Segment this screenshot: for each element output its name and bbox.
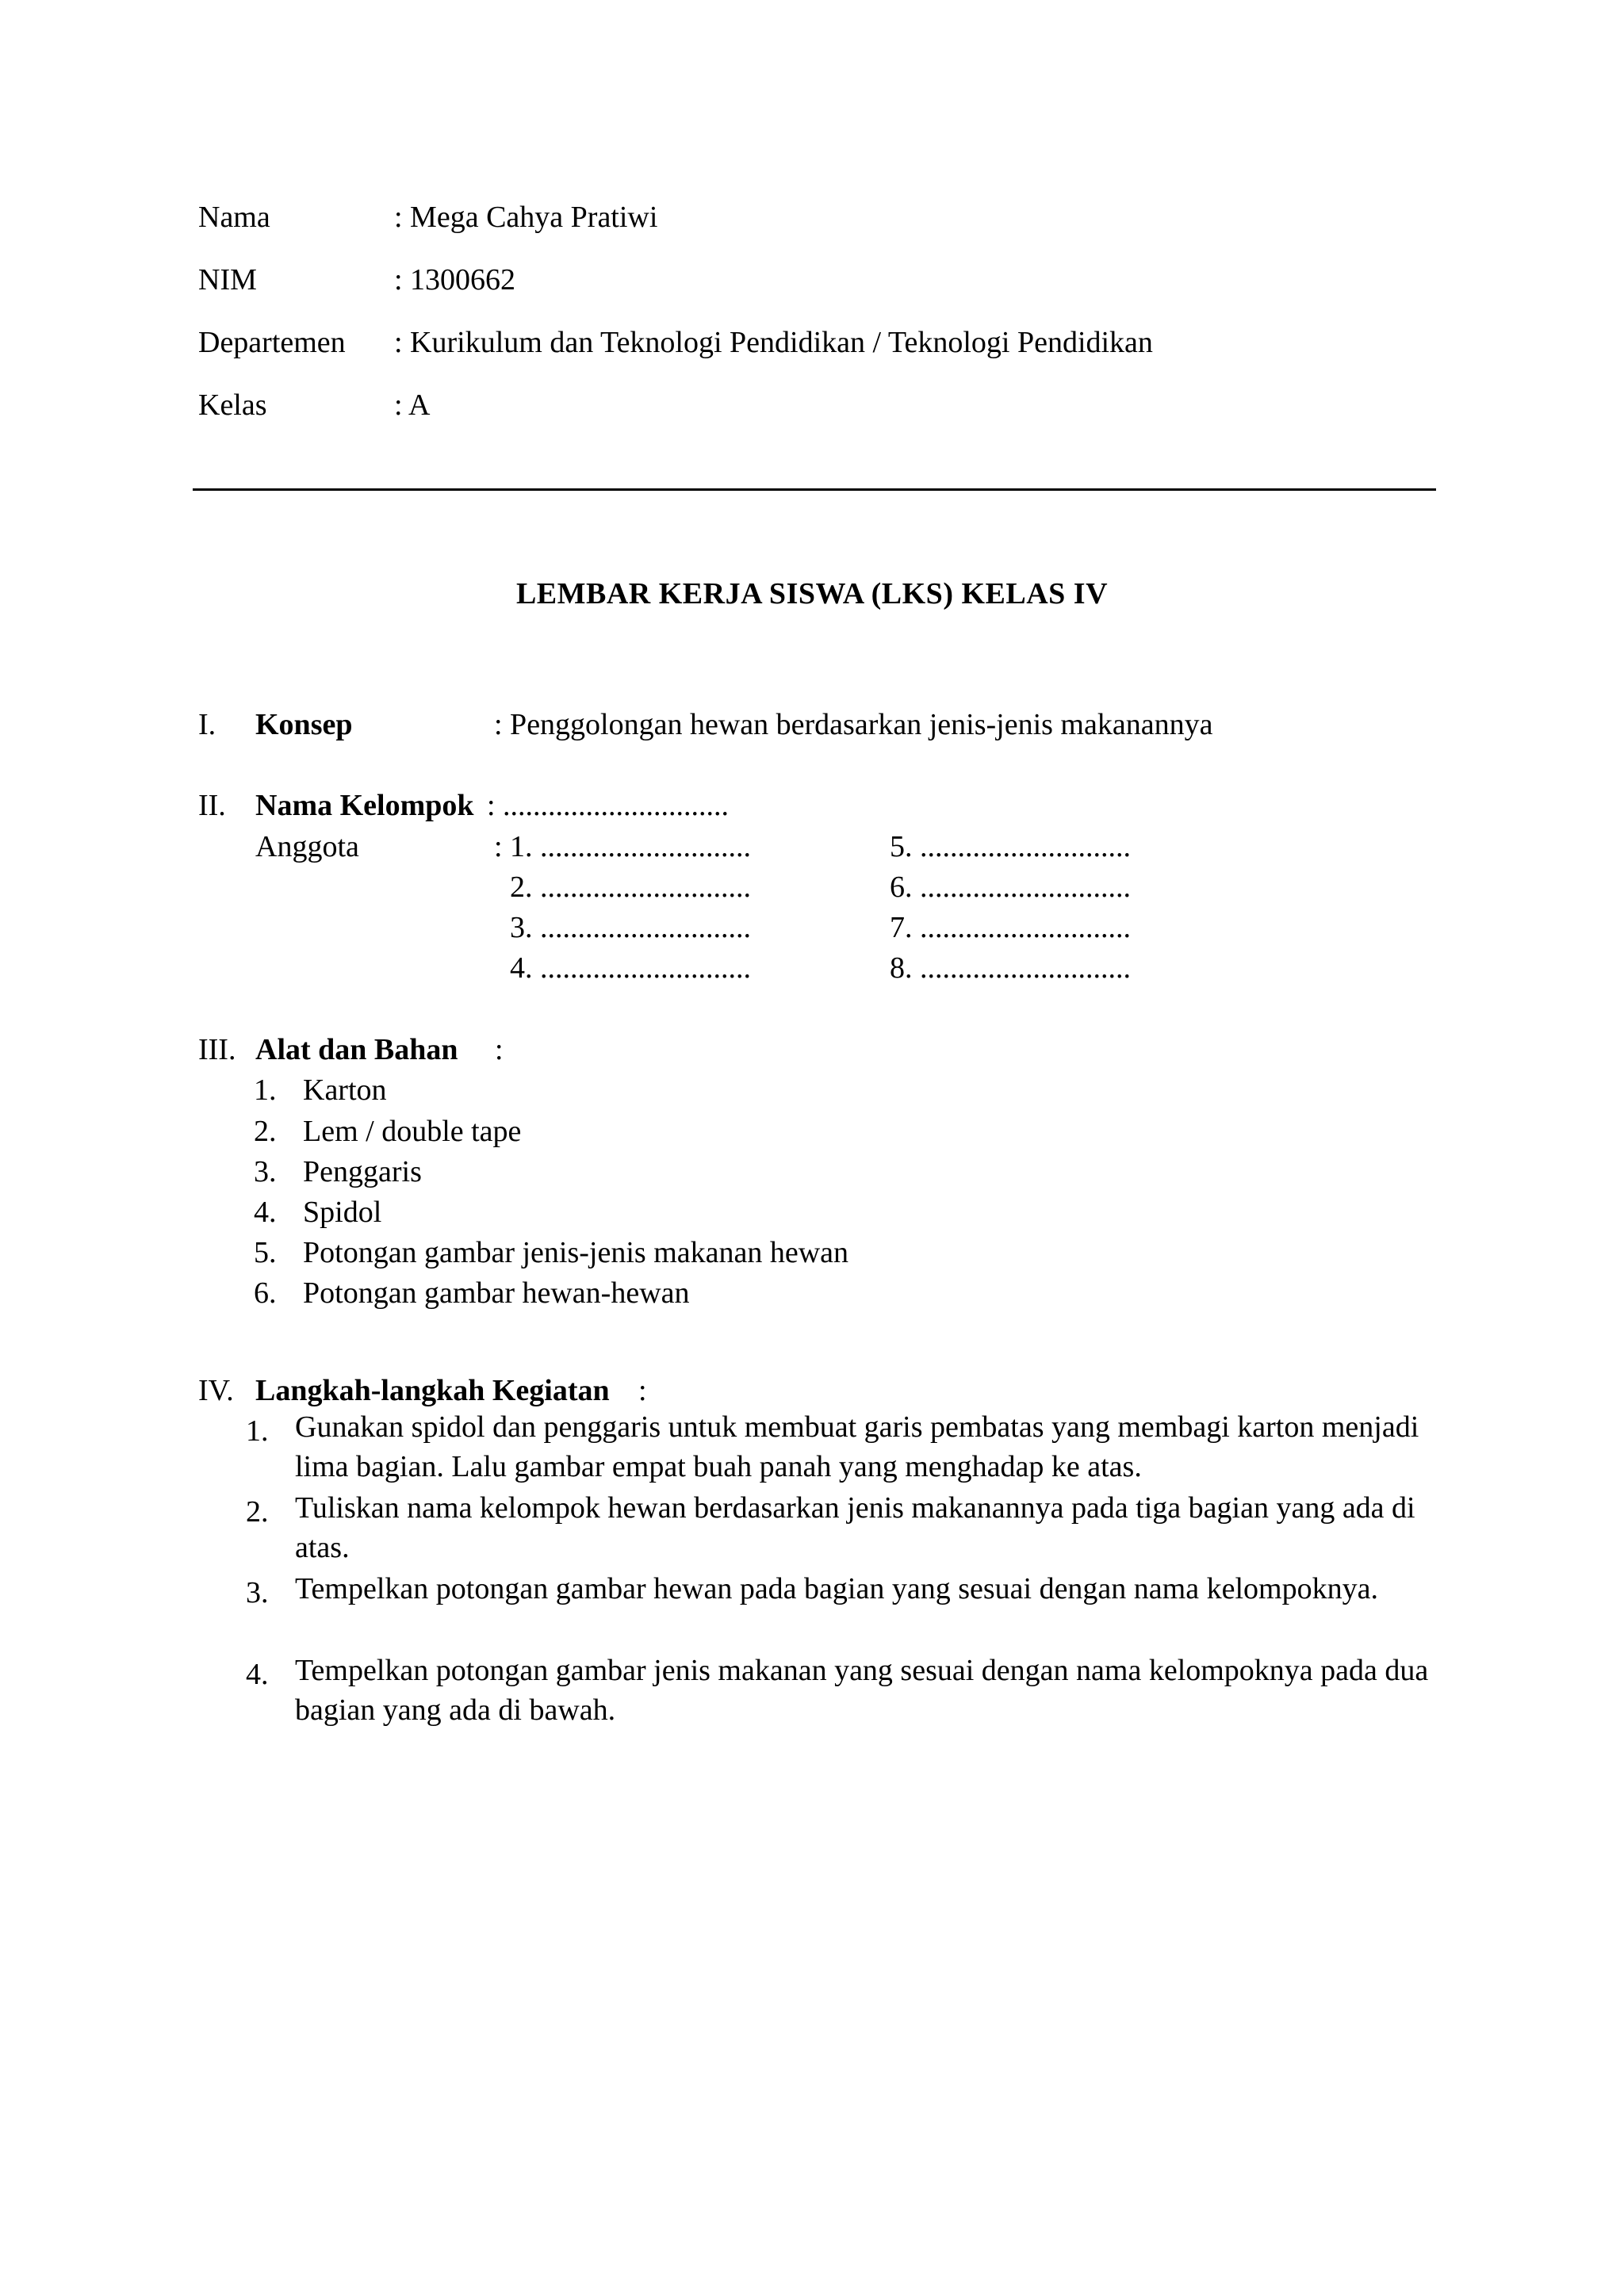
nim-label: NIM <box>198 263 257 297</box>
list-number: 2. <box>254 1115 277 1148</box>
list-number: 1. <box>254 1073 277 1107</box>
list-number: 3. <box>254 1155 277 1188</box>
member-blank: 7. ............................ <box>890 911 1131 944</box>
department-label: Departemen <box>198 326 346 359</box>
member-blank: 4. ............................ <box>510 951 751 985</box>
step-number: 3. <box>246 1576 269 1609</box>
group-name-blank: : .............................. <box>487 789 730 822</box>
class-label: Kelas <box>198 388 267 422</box>
section-colon: : <box>495 1033 504 1066</box>
section-number: III. <box>198 1033 236 1066</box>
department-value: : Kurikulum dan Teknologi Pendidikan / Teknologi Pendidikan <box>394 326 1153 359</box>
step-text: Tempelkan potongan gambar jenis makanan yang sesuai dengan nama kelompoknya pada dua bagian yang ada di bawah. <box>295 1654 1429 1727</box>
member-blank: 6. ............................ <box>890 871 1131 904</box>
class-value: : A <box>394 388 431 422</box>
name-value: : Mega Cahya Pratiwi <box>394 201 658 234</box>
step-number: 4. <box>246 1658 269 1691</box>
list-number: 5. <box>254 1236 277 1269</box>
list-item: Karton <box>303 1073 387 1107</box>
name-label: Nama <box>198 201 270 234</box>
nim-value: : 1300662 <box>394 263 516 297</box>
section-number: IV. <box>198 1374 234 1407</box>
section-label: Langkah-langkah Kegiatan <box>255 1374 610 1407</box>
member-blank: 2. ............................ <box>510 871 751 904</box>
list-number: 6. <box>254 1276 277 1310</box>
section-number: II. <box>198 789 226 822</box>
member-blank: : 1. ............................ <box>494 830 752 863</box>
members-label: Anggota <box>255 830 359 863</box>
section-colon: : <box>638 1374 647 1407</box>
member-blank: 8. ............................ <box>890 951 1131 985</box>
list-item: Potongan gambar hewan-hewan <box>303 1276 690 1310</box>
section-label: Nama Kelompok <box>255 789 474 822</box>
member-blank: 3. ............................ <box>510 911 751 944</box>
horizontal-divider <box>193 488 1436 491</box>
section-label: Konsep <box>255 708 353 741</box>
step-text: Tuliskan nama kelompok hewan berdasarkan jenis makanannya pada tiga bagian yang ada di atas. <box>295 1491 1415 1564</box>
concept-value: : Penggolongan hewan berdasarkan jenis-jenis makanannya <box>494 708 1213 741</box>
section-label: Alat dan Bahan <box>255 1033 458 1066</box>
list-item: Penggaris <box>303 1155 422 1188</box>
step-number: 2. <box>246 1495 269 1529</box>
member-blank: 5. ............................ <box>890 830 1131 863</box>
step-number: 1. <box>246 1414 269 1448</box>
list-item: Potongan gambar jenis-jenis makanan hewan <box>303 1236 849 1269</box>
worksheet-title: LEMBAR KERJA SISWA (LKS) KELAS IV <box>515 577 1109 610</box>
list-item: Spidol <box>303 1196 382 1229</box>
step-text: Gunakan spidol dan penggaris untuk membuat garis pembatas yang membagi karton menjadi lima bagian. Lalu gambar empat buah panah yang menghadap ke atas. <box>295 1410 1419 1483</box>
list-number: 4. <box>254 1196 277 1229</box>
step-text: Tempelkan potongan gambar hewan pada bagian yang sesuai dengan nama kelompoknya. <box>295 1572 1378 1605</box>
list-item: Lem / double tape <box>303 1115 522 1148</box>
section-number: I. <box>198 708 216 741</box>
